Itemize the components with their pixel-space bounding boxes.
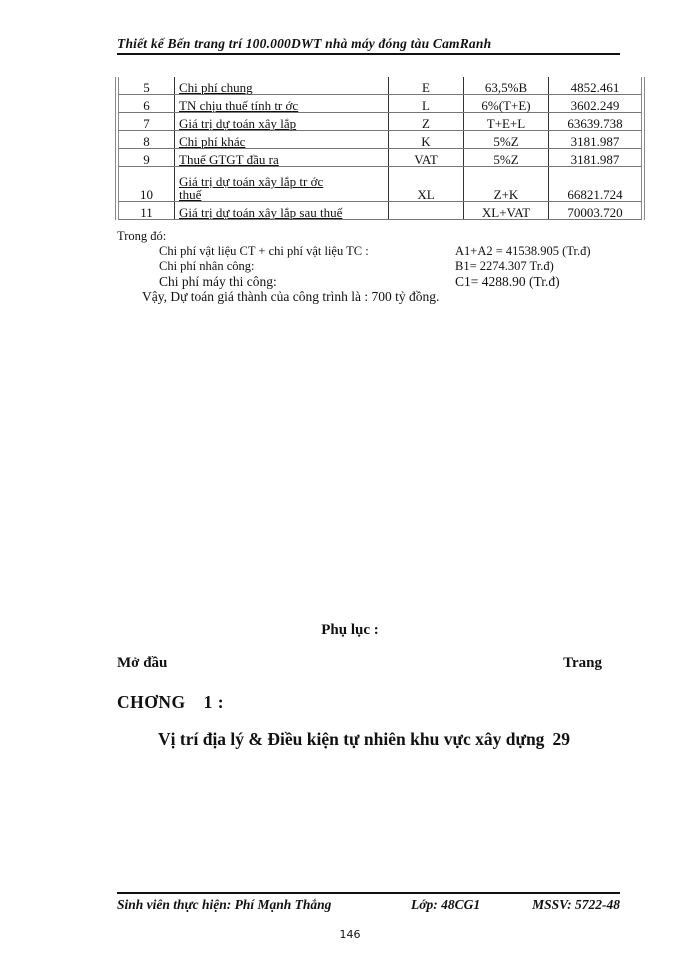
notes-intro: Trong đó: [117, 229, 167, 243]
conclusion-text: Vậy, Dự toán giá thành của công trình là : 700 tỷ đồng. [142, 289, 440, 304]
note-label: Chi phí vật liệu CT + chi phí vật liệu TC : [159, 244, 369, 258]
row-symbol: VAT [389, 149, 464, 167]
toc-intro-label: Mở đầu [117, 655, 168, 671]
row-name: Chi phí khác [175, 131, 389, 149]
row-formula: 5%Z [464, 131, 549, 149]
row-formula: T+E+L [464, 113, 549, 131]
note-label: Chi phí máy thi công: [159, 274, 277, 289]
table-row [117, 131, 643, 149]
row-stt: 9 [117, 149, 175, 167]
row-name: Giá trị dự toán xây lắp [175, 113, 389, 131]
toc-page-column-label: Trang [563, 655, 602, 671]
notes-section [117, 229, 637, 304]
row-name: Thuế GTGT đầu ra [175, 149, 389, 167]
note-value: B1= 2274.307 Tr.đ) [455, 259, 554, 273]
row-name: Chi phí chung [175, 77, 389, 95]
row-value: 4852.461 [549, 77, 644, 95]
row-formula: Z+K [464, 167, 549, 202]
row-stt: 8 [117, 131, 175, 149]
footer-student: Sinh viên thực hiện: Phí Mạnh Thắng [117, 897, 332, 912]
table-row [117, 149, 643, 167]
footer-class: Lớp: 48CG1 [411, 897, 481, 912]
conclusion-line [117, 289, 637, 304]
row-formula: 63,5%B [464, 77, 549, 95]
row-value: 3602.249 [549, 95, 644, 113]
row-stt: 7 [117, 113, 175, 131]
row-value: 3181.987 [549, 131, 644, 149]
running-header: Thiết kế Bến trang trí 100.000DWT nhà máy đóng tàu CamRanh [117, 36, 492, 51]
row-stt: 11 [117, 202, 175, 220]
row-symbol [389, 202, 464, 220]
page-number: 146 [339, 928, 361, 941]
chapter-label: CHƠNG [117, 692, 186, 712]
row-name: TN chịu thuế tính tr ớc [175, 95, 389, 113]
row-value: 63639.738 [549, 113, 644, 131]
toc-chapter-heading [117, 692, 224, 713]
toc-item-page: 29 [552, 729, 570, 749]
row-value: 70003.720 [549, 202, 644, 220]
note-item [117, 274, 637, 289]
row-name-line1: Giá trị dự toán xây lắp tr ớc [179, 174, 324, 189]
table-row [117, 95, 643, 113]
row-formula: 5%Z [464, 149, 549, 167]
note-item [117, 244, 637, 259]
row-stt: 5 [117, 77, 175, 95]
note-value: A1+A2 = 41538.905 (Tr.đ) [455, 244, 591, 258]
row-stt: 10 [117, 167, 175, 202]
table-row [117, 113, 643, 131]
row-formula: XL+VAT [464, 202, 549, 220]
note-value: C1= 4288.90 (Tr.đ) [455, 274, 560, 289]
header-rule [117, 53, 620, 55]
footer-rule [117, 892, 620, 894]
row-value: 66821.724 [549, 167, 644, 202]
row-symbol: E [389, 77, 464, 95]
appendix-title: Phụ lục : [321, 622, 379, 638]
row-symbol: Z [389, 113, 464, 131]
row-name [175, 167, 389, 202]
toc-item [158, 729, 570, 750]
row-symbol: L [389, 95, 464, 113]
footer-mssv: MSSV: 5722-48 [532, 897, 620, 912]
row-symbol: K [389, 131, 464, 149]
table-row [117, 167, 643, 202]
row-name: Giá trị dự toán xây lắp sau thuế [175, 202, 389, 220]
row-formula: 6%(T+E) [464, 95, 549, 113]
row-value: 3181.987 [549, 149, 644, 167]
table-row [117, 202, 643, 220]
cost-table [115, 77, 645, 220]
running-footer [117, 897, 620, 913]
note-item [117, 259, 637, 274]
row-stt: 6 [117, 95, 175, 113]
note-label: Chi phí nhân công: [159, 259, 255, 273]
toc-item-title: Vị trí địa lý & Điều kiện tự nhiên khu vực xây dựng [158, 729, 545, 749]
chapter-number: 1 : [203, 692, 225, 712]
row-name-line2: thuế [179, 187, 202, 202]
table-row [117, 77, 643, 95]
row-symbol: XL [389, 167, 464, 202]
